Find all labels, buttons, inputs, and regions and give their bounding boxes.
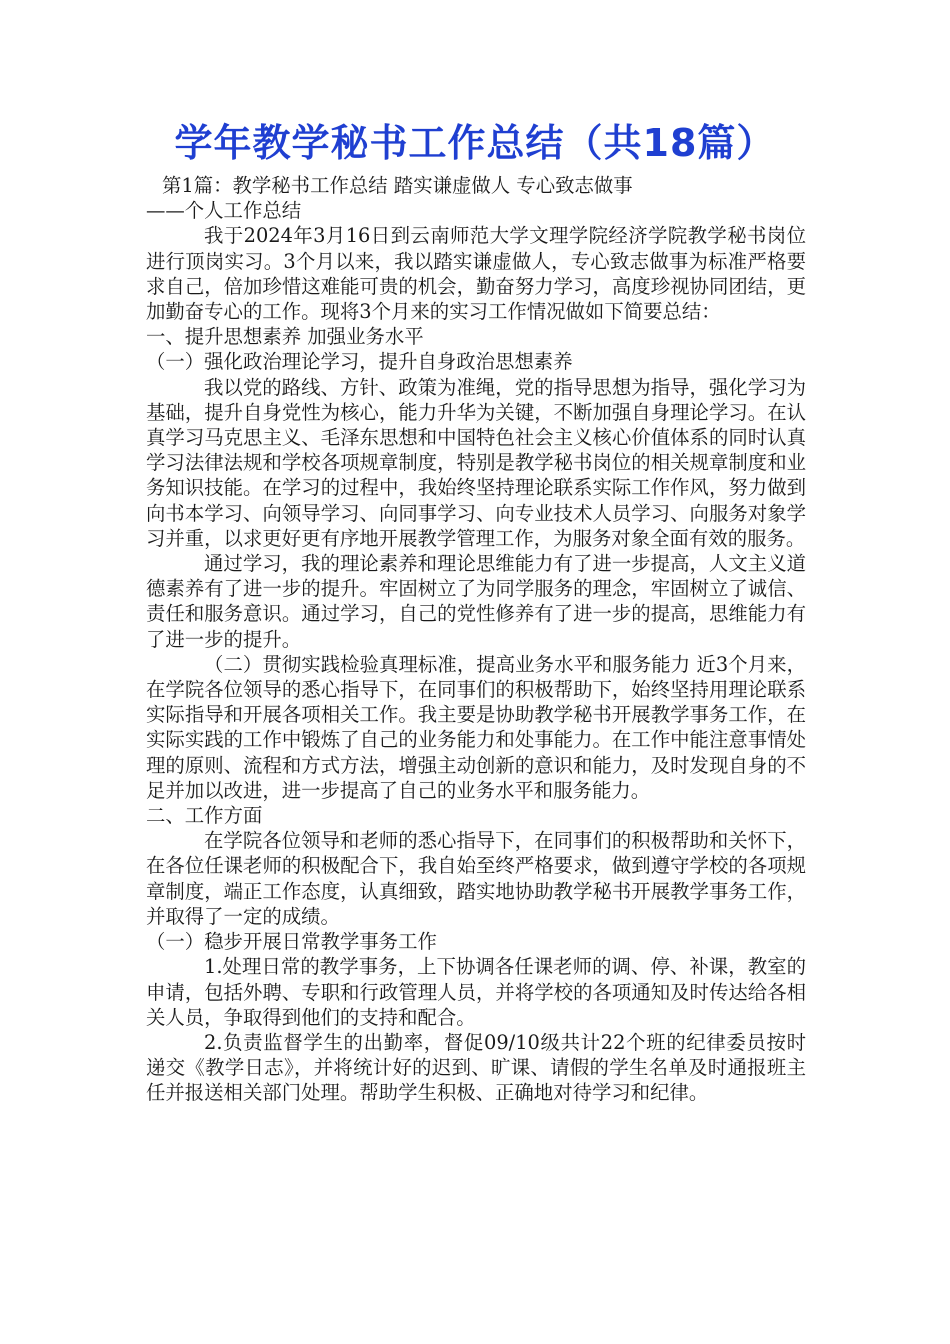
paragraph-intro: 我于2024年3月16日到云南师范大学文理学院经济学院教学秘书岗位进行顶岗实习。3个月以来，我以踏实谦虚做人，专心致志做事为标准严格要求自己，倍加珍惜这难能可贵的机会，勤奋努力学习，高度珍视协同团结，更加勤奋专心的工作。现将3个月来的实习工作情况做如下简要总结： — [146, 224, 806, 324]
subtitle-line-2: ——个人工作总结 — [146, 199, 302, 223]
paragraph-theory-study: 我以党的路线、方针、政策为准绳，党的指导思想为指导，强化学习为基础，提升自身党性为核心，能力升华为关键，不断加强自身理论学习。在认真学习马克思主义、毛泽东思想和中国特色社会主义核心价值体系的同时认真学习法律法规和学校各项规章制度，特别是教学秘书岗位的相关规章制度和业务知识技能。在学习的过程中，我始终坚持理论联系实际工作作风，努力做到向书本学习、向领导学习、向同事学习、向专业技术人员学习、向服务对象学习并重，以求更好更有序地开展教学管理工作，为服务对象全面有效的服务。 — [146, 375, 806, 550]
paragraph-item-2: 2.负责监督学生的出勤率，督促09/10级共计22个班的纪律委员按时递交《教学日志》，并将统计好的迟到、旷课、请假的学生名单及时通报班主任并报送相关部门处理。帮助学生积极、正确地对待学习和纪律。 — [146, 1030, 806, 1105]
document-title: 学年教学秘书工作总结（共18篇） — [174, 121, 776, 165]
paragraph-study-results: 通过学习，我的理论素养和理论思维能力有了进一步提高，人文主义道德素养有了进一步的提升。牢固树立了为同学服务的理念，牢固树立了诚信、责任和服务意识。通过学习，自己的党性修养有了进一步的提高，思维能力有了进一步的提升。 — [146, 552, 806, 651]
heading-subsection-1-1: （一）强化政治理论学习，提升自身政治思想素养 — [146, 350, 573, 374]
document-body — [146, 173, 806, 1106]
heading-section-2: 二、工作方面 — [146, 804, 263, 828]
paragraph-practice: （二）贯彻实践检验真理标准，提高业务水平和服务能力 近3个月来，在学院各位领导的悉心指导下，在同事们的积极帮助下，始终坚持用理论联系实际指导和开展各项相关工作。我主要是协助教学秘书开展教学事务工作，在实际实践的工作中锻炼了自己的业务能力和处事能力。在工作中能注意事情处理的原则、流程和方式方法，增强主动创新的意识和能力，及时发现自身的不足并加以改进，进一步提高了自己的业务水平和服务能力。 — [146, 652, 806, 802]
paragraph-item-1: 1.处理日常的教学事务，上下协调各任课老师的调、停、补课，教室的申请，包括外聘、专职和行政管理人员，并将学校的各项通知及时传达给各相关人员，争取得到他们的支持和配合。 — [146, 955, 806, 1029]
heading-subsection-2-1: （一）稳步开展日常教学事务工作 — [146, 930, 437, 954]
subtitle-line-1: 第1篇：教学秘书工作总结 踏实谦虚做人 专心致志做事 — [162, 174, 633, 197]
heading-section-1: 一、提升思想素养 加强业务水平 — [146, 325, 424, 349]
paragraph-work: 在学院各位领导和老师的悉心指导下，在同事们的积极帮助和关怀下，在各位任课老师的积极配合下，我自始至终严格要求，做到遵守学校的各项规章制度，端正工作态度，认真细致，踏实地协助教学秘书开展教学事务工作，并取得了一定的成绩。 — [146, 829, 806, 928]
